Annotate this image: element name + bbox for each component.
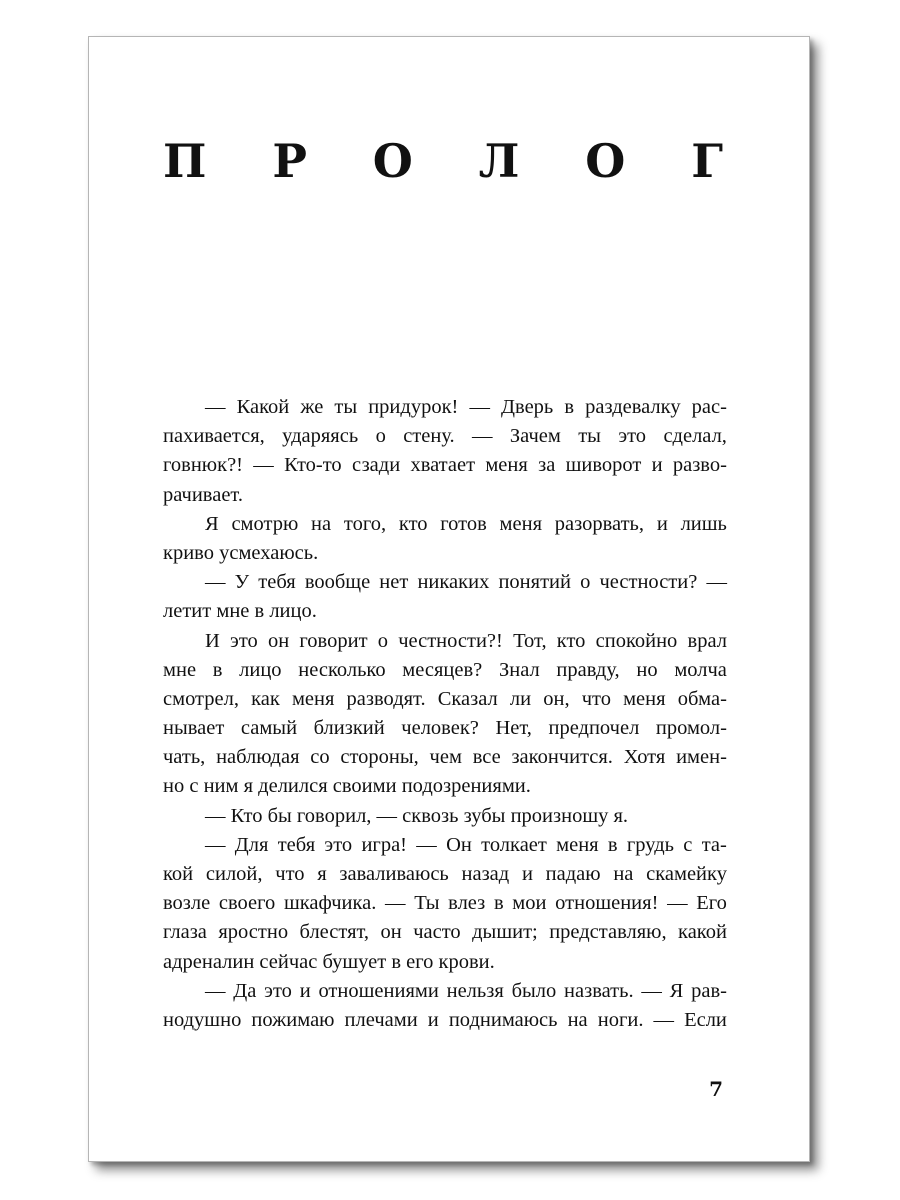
text-line: нывает самый близкий человек? Нет, предпочел промол- [163, 717, 727, 740]
text-line: — Да это и отношениями нельзя было назвать. — Я рав- [205, 979, 727, 1002]
chapter-title-letter: Л [478, 134, 520, 188]
chapter-title-letter: П [163, 134, 207, 188]
text-line: летит мне в лицо. [163, 600, 317, 623]
text-line: говнюк?! — Кто-то сзади хватает меня за шиворот и разво- [163, 454, 727, 477]
chapter-title-letter: Г [691, 134, 723, 188]
text-line: И это он говорит о честности?! Тот, кто спокойно врал [205, 629, 727, 652]
chapter-title-letter: Р [272, 134, 307, 188]
text-line: мне в лицо несколько месяцев? Знал правду, но молча [163, 658, 727, 681]
chapter-title [163, 133, 723, 189]
body-text [163, 393, 727, 1035]
text-line: рачивает. [163, 483, 243, 506]
text-line: кой силой, что я заваливаюсь назад и падаю на скамейку [163, 863, 727, 885]
text-line: но с ним я делился своими подозрениями. [163, 775, 531, 798]
text-line: чать, наблюдая со стороны, чем все закончится. Хотя имен- [163, 746, 727, 769]
book-page [88, 36, 810, 1162]
text-line: смотрел, как меня разводят. Сказал ли он, что меня обма- [163, 687, 727, 710]
text-line: криво усмехаюсь. [163, 541, 319, 564]
text-line: пахивается, ударяясь о стену. — Зачем ты это сделал, [163, 425, 727, 448]
text-line: — У тебя вообще нет никаких понятий о честности? — [205, 571, 727, 594]
chapter-title-letter: О [585, 134, 626, 188]
text-line: нодушно пожимаю плечами и поднимаюсь на ноги. — Если [163, 1008, 727, 1031]
page-number: 7 [709, 1077, 723, 1101]
chapter-title-letter: О [372, 134, 413, 188]
text-line: — Какой же ты придурок! — Дверь в раздевалку рас- [205, 396, 727, 418]
text-line: адреналин сейчас бушует в его крови. [163, 950, 495, 973]
text-line: — Кто бы говорил, — сквозь зубы произношу я. [205, 804, 629, 827]
text-line: Я смотрю на того, кто готов меня разорвать, и лишь [205, 512, 727, 535]
text-line: — Для тебя это игра! — Он толкает меня в грудь с та- [205, 833, 727, 856]
text-line: глаза яростно блестят, он часто дышит; представляю, какой [163, 921, 727, 944]
text-line: возле своего шкафчика. — Ты влез в мои отношения! — Его [163, 892, 727, 915]
